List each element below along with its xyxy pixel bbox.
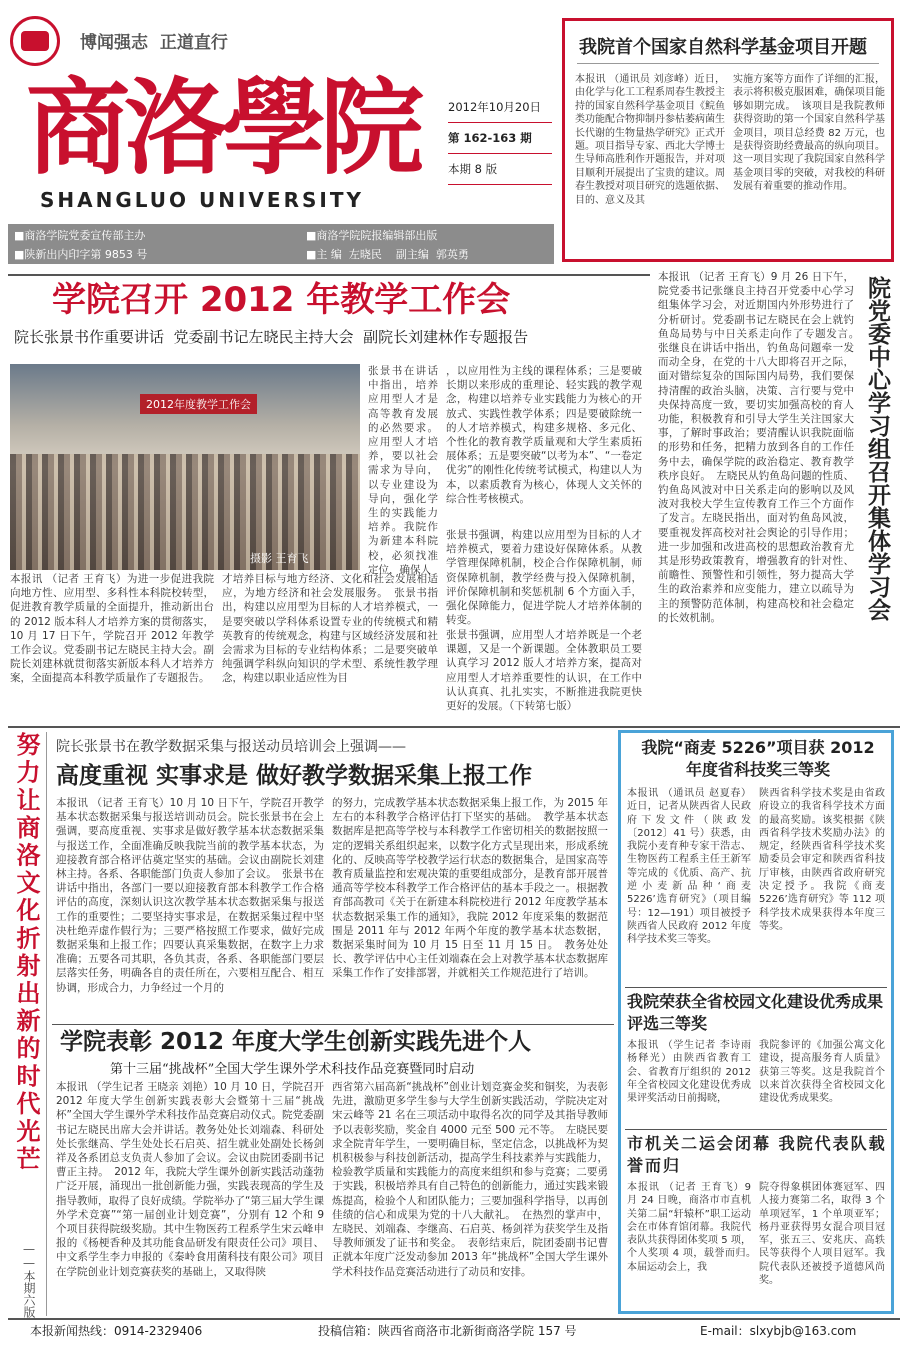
right-news-box (618, 730, 894, 1314)
nsfc-story-title: 我院首个国家自然科学基金项目开题 (579, 37, 867, 58)
footer-hotline: 本报新闻热线：0914-2329406 (30, 1324, 203, 1338)
masthead-slogan: 博闻强志 正道直行 (80, 33, 228, 53)
award-story-title: 我院“商麦 5226”项目获 2012 年度省科技奖三等奖 (641, 738, 875, 779)
innovation-story-subtitle: 第十三届“挑战杯”全国大学生课外学术科技作品竞赛暨同时启动 (110, 1062, 475, 1077)
university-emblem-icon (10, 16, 60, 66)
issue-date: 2012年10月20日 (448, 92, 552, 123)
photo-caption: 摄影 王育飞 (250, 552, 309, 565)
main-story-bottom-col2: 才培养目标与地方经济、文化和社会发展相适应，为地方经济和社会发展服务。 张景书指出，构建以应用型为目标的人才培养模式，一是要突破以学科体系设置专业的传统模式和精英教育的传统观念，构建与区域经济发展和社会需求为目标的专业结构体系；二是要突破单纯强调学科纵向知识的学术型、系统性教学理念，构建以职业适应性为目 (222, 573, 438, 685)
party-study-text: 本报讯 （记者 王育飞）9 月 26 日下午，院党委书记张继良主持召开党委中心学习组集体学习会，对近期国内外形势进行了分析研讨。党委副书记左晓民在会上就钓鱼岛局势与中日关系走向作了专题发言。 张继良在讲话中指出，钓鱼岛问题牵一发而动全身，在党的十八大即将召开之际，面对错综复杂的国际国内局势，我们要保持清醒的政治头脑，决策、言行要与党中央保持高度一致，要切实加强高校的育人功能，积极教育和引导大学生关注国家大事，了解时事政治；要清醒认识我院面临的形势和任务，把精力放到各自的工作任务中去，确保学院的政治稳定、教育教学秩序良好。 左晓民从钓鱼岛问题的性质、钓鱼岛风波对中日关系走向的影响以及风波对我校大学生宣传教育工作三个方面作了发言。左晓民指出，面对钓鱼岛风波，要重视发挥高校对社会舆论的引导作用；进一步加强和改进高校的思想政治教育尤其是形势政策教育，增强教育的针对性、前瞻性、预警性和引领性，努力提高大学生的政治素养和应变能力，建立以疏导为主的预警防范体制，构建高校和社会稳定的长效机制。 (658, 271, 865, 624)
masthead (8, 8, 554, 272)
issue-box (448, 92, 552, 185)
campus-story-col1: 本报讯 （学生记者 李诗雨 杨释光）由陕西省教育工会、省教育厅组织的 2012 年全省校园文化建设优秀成果评奖活动日前揭晓， (627, 1040, 751, 1105)
main-story-narrow-col: 张景书在讲话中指出，培养应用型人才是高等教育发展的必然要求。应用型人才培养，要以社会需求为导向，以专业建设为导向，强化学生的实践能力培养。我院作为新建本科院校，必须找准定位，确保人 (368, 365, 438, 576)
culture-vertical-block (8, 732, 44, 1318)
data-story-col2: 的努力，完成教学基本状态数据采集上报工作，为 2015 年左右的本科教学合格评估打下坚实的基础。 教学基本状态数据库是把高等学校与本科教学工作密切相关的数据按照一定的逻辑关系组织起来，以数字化方式呈现出来，形成系统化的、反映高等学校教学运行状态的数据集合，是国家高等教育质量监控和宏观决策的重要组成部分，是教育部开展普通高等学校本科教学工作合格评估的基本手段之一。根据教育部高教司《关于在新建本科院校进行 2012 年度教学基本状态数据采集工作的通知》，我院 2012 年度采集的数据范围是 2011 年与 2012 年两个年度的教学基本状态数据，数据采集时间为 10 月 15 日至 11 月 15 日。 教务处处长、教学评估中心主任刘端森在会上对教学基本状态数据库采集工作作了安排部署，并就相关工作规范进行了培训。 (332, 797, 608, 980)
award-story-col2: 陕西省科学技术奖是由省政府设立的我省科学技术方面的最高奖励。该奖根据《陕西省科学技术奖励办法》的规定，经陕西省科学技术奖励委员会审定和陕西省科技厅审核，由陕西省政府研究决定授予。我院《商麦 5226’选育研究》等 112 项科学技术成果获得本年度三等奖。 (759, 788, 885, 932)
award-story-col1: 本报讯 （通讯员 赵夏春）近日，记者从陕西省人民政府下发文件（陕政发〔2012〕41 号）获悉，由我院小麦育种专家干浩志、生物医药工程系主任王新军等完成的《优质、高产、抗逆小麦新品种‘商麦 5226’选育研究》（项目编号：12—191）项目被授予陕西省人民政府 2012 年度科学技术奖三等奖。 (627, 788, 751, 946)
masthead-title-en: SHANGLUO UNIVERSITY (40, 188, 364, 212)
print-number-line: ■陕新出内印字第 9853 号 (14, 248, 148, 261)
conference-photo (10, 364, 360, 570)
culture-vertical-headline: 努力让商洛文化折射出新的时代光芒 (12, 732, 40, 1174)
sponsor-line: ■商洛学院党委宣传部主办 (14, 229, 146, 242)
main-story-col-right-bot: 张景书强调，应用型人才培养既是一个老课题，又是一个新课题。全体教职员工要认真学习 2012 版人才培养方案，提高对应用型人才培养重要性的认识，在工作中认认真真、扎扎实实，不断推进我院更快更好的发展。（下转第七版） (446, 629, 642, 713)
innovation-story-col2: 西省第六届高新“挑战杯”创业计划竞赛金奖和铜奖，为表彰先进，激励更多学生参与大学生创新实践活动，学院决定对宋云峰等 21 名在三项活动中取得名次的同学及其指导教师予以表彰奖励，奖金自 4000 元至 500 元不等。 左晓民要求全院青年学生，一要明确目标，坚定信念，以挑战杯为契机积极参与科技创新活动，提高学生科技素养与实践能力，检验教学质量和实践能力的高度来组织和参与竞赛；二要勇于实践，积极培养具有自己特色的创新能力，通过实践来锻炼提高，检验个人和团队能力；三要加强科学指导，以再创佳绩的信心和成果为党的十八大献礼。 在热烈的掌声中，左晓民、刘端森、李继高、石启英、杨剑祥为获奖学生及指导教师颁发了证书和奖金。 表彰结束后，院团委副书记曹正就本年度广泛发动参加 2013 年“挑战杯”全国大学生课外学术科技作品竞赛活动进行了动员和安排。 (332, 1081, 608, 1278)
issue-pages: 本期 8 版 (448, 154, 552, 185)
footer-address: 投稿信箱：陕西省商洛市北新街商洛学院 157 号 (318, 1324, 577, 1338)
campus-story-title: 我院荣获全省校园文化建设优秀成果评选三等奖 (627, 992, 884, 1033)
innovation-story-col1: 本报讯 （学生记者 王晓亲 刘艳）10 月 10 日，学院召开 2012 年度大学生创新实践表彰大会暨第十三届“挑战杯”全国大学生课外学术科技作品竞赛启动仪式。院党委副书记左晓民出席大会并讲话。教务处处长刘端森、科研处处长张继高、学生处处长石启英、招生就业处副处长杨剑祥及各系团总支负责人参加了会议。会议由院团委副书记曹正主持。 2012 年，我院大学生课外创新实践活动蓬勃广泛开展，涌现出一批创新能力强，实践表现高的学生及指导教师，取得了良好成绩。学院举办了“第三届大学生课外学术竞赛”“第一届创业计划竞赛”，分别有 12 个和 9 个项目获得院级奖励。其中生物医药工程系学生宋云峰申报的《杨梗香种及其功能食品研发有限责任公司》项目、中文系学生李力申报的《秦岭食用菌科技有限公司》项目在学院创业计划竞赛获奖的基础上，又取得陕 (56, 1081, 324, 1278)
editor-dept-line: ■商洛学院院报编辑部出版 (306, 229, 438, 242)
innovation-story-title: 学院表彰 2012 年度大学生创新实践先进个人 (60, 1029, 532, 1055)
editors-line: ■主 编 左晓民 副主编 郭英勇 (306, 248, 469, 261)
nsfc-story-col2: 实施方案等方面作了详细的汇报，表示将积极克服困难，确保项目能够如期完成。 该项目是我院教师获得资助的第一个国家自然科学基金项目，项目总经费 82 万元，也是获得资助经费最高的纵向项目。这一项目实现了我院国家自然科学基金项目零的突破，对我校的科研发展有着重要的推动作用。 (733, 74, 885, 193)
main-story-col-right-mid: 张景书强调，构建以应用型为目标的人才培养模式，要着力建设好保障体系。从教学管理保障机制，校企合作保障机制，师资保障机制，教学经费与投入保障机制，评价保障机制和奖惩机制 6 个方面入手，强化保障能力，促进学院人才培养体制的转变。 (446, 529, 642, 627)
footer-email: E-mail：slxybjb@163.com (700, 1324, 857, 1338)
data-story-col1: 本报讯 （记者 王育飞）10 月 10 日下午，学院召开教学基本状态数据采集与报送培训动员会。院长张景书在会上强调，要高度重视、实事求是做好教学基本状态数据采集与报送工作，全面准确反映我院当前的教学基本状态，为迎接教育部合格评估奠定坚实的基础。会议由副院长刘建林主持。各系、各职能部门负责人参加了会议。 张景书在讲话中指出，各部门一要以迎接教育部本科教学工作合格评估的高度，深刻认识这次教学基本状态数据采集与报送工作的重要性；二要坚持实事求是，在数据采集过程中坚决杜绝弄虚作假行为；三要严格按照工作要求，做好完成数据采集和上报工作；四要认真采集数据，在数字上力求准确；五要各司其职，各负其责，各系、各职能部门要层层落实任务，明确各自的责任所在，六要相互配合、相互协调，形成合力，力争经过一个月的 (56, 797, 324, 994)
main-story-col-right-top: ，以应用性为主线的课程体系；三是要破长期以来形成的重理论、轻实践的教学观念，构建以培养专业实践能力为核心的开放式、实践性教学体系；四是要破除统一的人才培养模式，构建多规格、多元化、个性化的教育教学质量观和大学生素质拓展体系；五是要突破“以考为本”、“一卷定优劣”的刚性化传统考试模式，构建以人为本，以素质教育为核心，体现人文关怀的综合性考核模式。 (446, 365, 642, 505)
sports-story-col1: 本报讯 （记者 王育飞）9 月 24 日晚，商洛市市直机关第二届“轩辕杯”职工运动会在市体育馆闭幕。我院代表队共获得团体奖项 5 项，个人奖项 4 项，载誉而归。 本届运动会上，我 (627, 1182, 761, 1273)
nsfc-story-col1: 本报讯 （通讯员 刘彦峰）近日，由化学与化工工程系周春生教授主持的国家自然科学基金项目《鲩鱼类功能配合物抑制丹参枯萎病菌生长代谢的生物量热学研究》正式开题。项目指导专家、西北大学博士生导师高胜利作开题报告，并对项目顺利开展提出了宝贵的建议。周春生教授对项目研究的选题依据、目的、意义及其 (575, 74, 725, 206)
issue-number: 第 162-163 期 (448, 123, 552, 154)
photo-banner: 2012年度教学工作会 (140, 394, 257, 414)
main-story-subtitle: 院长张景书作重要讲话 党委副书记左晓民主持大会 副院长刘建林作专题报告 (14, 328, 529, 346)
data-story-kicker: 院长张景书在教学数据采集与报送动员培训会上强调—— (56, 739, 406, 755)
culture-vertical-note: ——本期六版 (22, 1242, 36, 1318)
main-story-title: 学院召开 2012 年教学工作会 (52, 280, 511, 320)
sports-story-col2: 院夺得象棋团体赛冠军、四人接力赛第二名，取得 3 个单项冠军，1 个单项亚军；杨丹亚获得男女混合项目冠军，张五三、安兆庆、高轶民等获得个人项目冠军。我院代表队还被授予道德风尚奖。 (759, 1182, 885, 1287)
sports-story-title: 市机关二运会闭幕 我院代表队载誉而归 (627, 1134, 887, 1175)
campus-story-col2: 我院参评的《加强公寓文化建设，提高服务育人质量》获第三等奖。这是我院首个以来首次获得全省校园文化建设优秀成果奖。 (759, 1040, 885, 1105)
masthead-title: 商洛學院 (26, 66, 419, 189)
masthead-info-band (8, 224, 554, 264)
data-story-title: 高度重视 实事求是 做好教学数据采集上报工作 (56, 763, 533, 789)
nsfc-story-box (562, 18, 894, 262)
party-study-title: 院党委中心学习组召开集体学习会 (864, 276, 890, 621)
main-story-bottom-col1: 本报讯 （记者 王育飞）为进一步促进我院向地方性、应用型、多科性本科院校转型，促进教育教学质量的全面提升，推动新出台的 2012 版本科人才培养方案的贯彻落实，10 月 17 日下午，学院召开 2012 年教学工作会议。党委副书记左晓民主持大会。副院长刘建林就贯彻落实新版本科人才培养方案，全面提高本科教学质量作了专题报告。 (10, 573, 214, 685)
